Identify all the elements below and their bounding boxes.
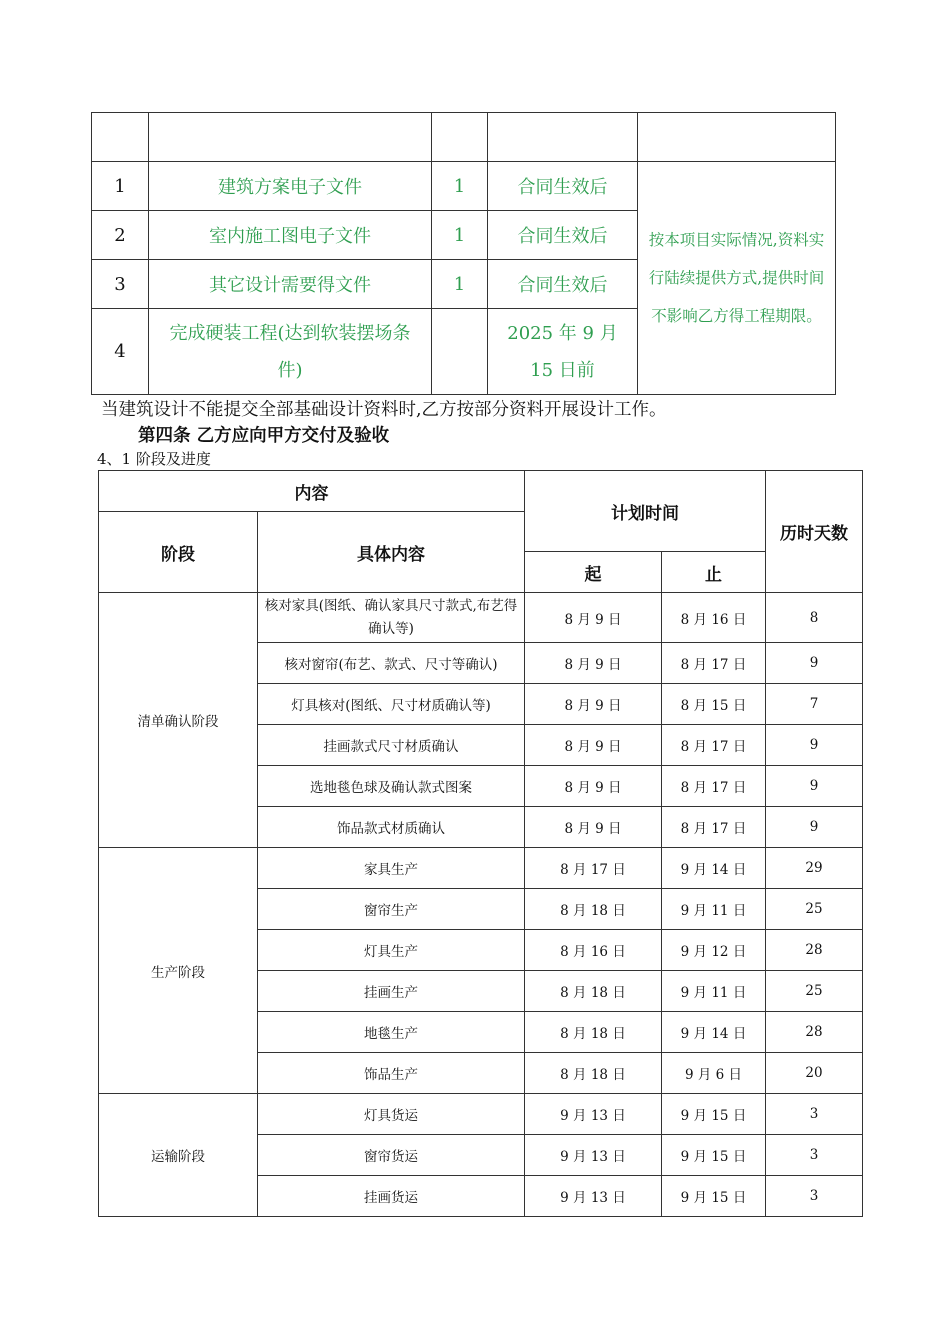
detail-cell: 挂画生产 [258, 971, 525, 1012]
materials-header-cell [488, 113, 638, 162]
days-cell: 25 [766, 971, 863, 1012]
material-quantity [432, 309, 488, 395]
material-quantity: 1 [432, 211, 488, 260]
start-date-cell: 8 月 17 日 [525, 848, 662, 889]
end-date-cell: 9 月 15 日 [662, 1135, 766, 1176]
material-deadline: 2025 年 9 月 15 日前 [488, 309, 638, 395]
material-name: 室内施工图电子文件 [149, 211, 432, 260]
days-cell: 29 [766, 848, 863, 889]
days-cell: 9 [766, 766, 863, 807]
days-cell: 8 [766, 593, 863, 643]
detail-cell: 挂画款式尺寸材质确认 [258, 725, 525, 766]
start-date-cell: 8 月 18 日 [525, 889, 662, 930]
materials-header-cell [432, 113, 488, 162]
detail-cell: 灯具核对(图纸、尺寸材质确认等) [258, 684, 525, 725]
materials-header-cell [149, 113, 432, 162]
schedule-row [99, 848, 863, 889]
end-date-cell: 8 月 16 日 [662, 593, 766, 643]
section-heading: 第四条 乙方应向甲方交付及验收 [138, 426, 390, 446]
stage-cell: 生产阶段 [99, 848, 258, 1094]
detail-cell: 家具生产 [258, 848, 525, 889]
material-deadline: 合同生效后 [488, 211, 638, 260]
end-date-cell: 9 月 6 日 [662, 1053, 766, 1094]
start-date-cell: 8 月 18 日 [525, 1053, 662, 1094]
material-name: 完成硬装工程(达到软装摆场条件) [149, 309, 432, 395]
start-date-cell: 8 月 9 日 [525, 593, 662, 643]
subsection-heading: 4、1 阶段及进度 [97, 450, 211, 468]
end-date-cell: 9 月 14 日 [662, 1012, 766, 1053]
row-number: 4 [92, 309, 149, 395]
detail-cell: 选地毯色球及确认款式图案 [258, 766, 525, 807]
end-date-cell: 8 月 17 日 [662, 725, 766, 766]
detail-cell: 核对家具(图纸、确认家具尺寸款式,布艺得确认等) [258, 593, 525, 643]
detail-cell: 地毯生产 [258, 1012, 525, 1053]
row-number: 3 [92, 260, 149, 309]
row-number: 2 [92, 211, 149, 260]
detail-cell: 饰品款式材质确认 [258, 807, 525, 848]
days-cell: 7 [766, 684, 863, 725]
stage-cell: 运输阶段 [99, 1094, 258, 1217]
start-header: 起 [525, 552, 662, 593]
days-cell: 9 [766, 643, 863, 684]
days-cell: 3 [766, 1135, 863, 1176]
stage-cell: 清单确认阶段 [99, 593, 258, 848]
end-date-cell: 8 月 17 日 [662, 643, 766, 684]
materials-header-row [92, 113, 836, 162]
days-cell: 3 [766, 1094, 863, 1135]
material-name: 建筑方案电子文件 [149, 162, 432, 211]
end-date-cell: 9 月 14 日 [662, 848, 766, 889]
schedule-table [98, 470, 863, 1217]
materials-header-cell [92, 113, 149, 162]
materials-table [91, 112, 836, 395]
duration-days-header: 历时天数 [766, 471, 863, 593]
end-date-cell: 8 月 15 日 [662, 684, 766, 725]
end-date-cell: 9 月 15 日 [662, 1094, 766, 1135]
start-date-cell: 8 月 16 日 [525, 930, 662, 971]
material-quantity: 1 [432, 162, 488, 211]
materials-row [92, 162, 836, 211]
start-date-cell: 8 月 9 日 [525, 725, 662, 766]
end-date-cell: 9 月 12 日 [662, 930, 766, 971]
detail-cell: 窗帘货运 [258, 1135, 525, 1176]
schedule-header-row [99, 471, 863, 512]
start-date-cell: 8 月 18 日 [525, 1012, 662, 1053]
materials-header-cell [638, 113, 836, 162]
material-deadline: 合同生效后 [488, 162, 638, 211]
row-number: 1 [92, 162, 149, 211]
days-cell: 9 [766, 725, 863, 766]
days-cell: 28 [766, 930, 863, 971]
end-header: 止 [662, 552, 766, 593]
days-cell: 3 [766, 1176, 863, 1217]
plan-time-header: 计划时间 [525, 471, 766, 552]
end-date-cell: 9 月 11 日 [662, 889, 766, 930]
schedule-row [99, 593, 863, 643]
materials-note: 按本项目实际情况,资料实行陆续提供方式,提供时间不影响乙方得工程期限。 [638, 162, 836, 395]
start-date-cell: 8 月 9 日 [525, 766, 662, 807]
detail-cell: 挂画货运 [258, 1176, 525, 1217]
stage-header: 阶段 [99, 512, 258, 593]
end-date-cell: 9 月 11 日 [662, 971, 766, 1012]
material-name: 其它设计需要得文件 [149, 260, 432, 309]
detail-cell: 饰品生产 [258, 1053, 525, 1094]
end-date-cell: 8 月 17 日 [662, 766, 766, 807]
content-header: 内容 [99, 471, 525, 512]
detail-cell: 灯具货运 [258, 1094, 525, 1135]
material-quantity: 1 [432, 260, 488, 309]
days-cell: 9 [766, 807, 863, 848]
start-date-cell: 8 月 9 日 [525, 643, 662, 684]
start-date-cell: 9 月 13 日 [525, 1135, 662, 1176]
detail-header: 具体内容 [258, 512, 525, 593]
days-cell: 25 [766, 889, 863, 930]
days-cell: 28 [766, 1012, 863, 1053]
detail-cell: 窗帘生产 [258, 889, 525, 930]
start-date-cell: 8 月 9 日 [525, 807, 662, 848]
detail-cell: 核对窗帘(布艺、款式、尺寸等确认) [258, 643, 525, 684]
start-date-cell: 9 月 13 日 [525, 1176, 662, 1217]
end-date-cell: 9 月 15 日 [662, 1176, 766, 1217]
start-date-cell: 9 月 13 日 [525, 1094, 662, 1135]
days-cell: 20 [766, 1053, 863, 1094]
detail-cell: 灯具生产 [258, 930, 525, 971]
material-deadline: 合同生效后 [488, 260, 638, 309]
end-date-cell: 8 月 17 日 [662, 807, 766, 848]
design-note-paragraph: 当建筑设计不能提交全部基础设计资料时,乙方按部分资料开展设计工作。 [101, 400, 667, 420]
schedule-row [99, 1094, 863, 1135]
start-date-cell: 8 月 9 日 [525, 684, 662, 725]
start-date-cell: 8 月 18 日 [525, 971, 662, 1012]
